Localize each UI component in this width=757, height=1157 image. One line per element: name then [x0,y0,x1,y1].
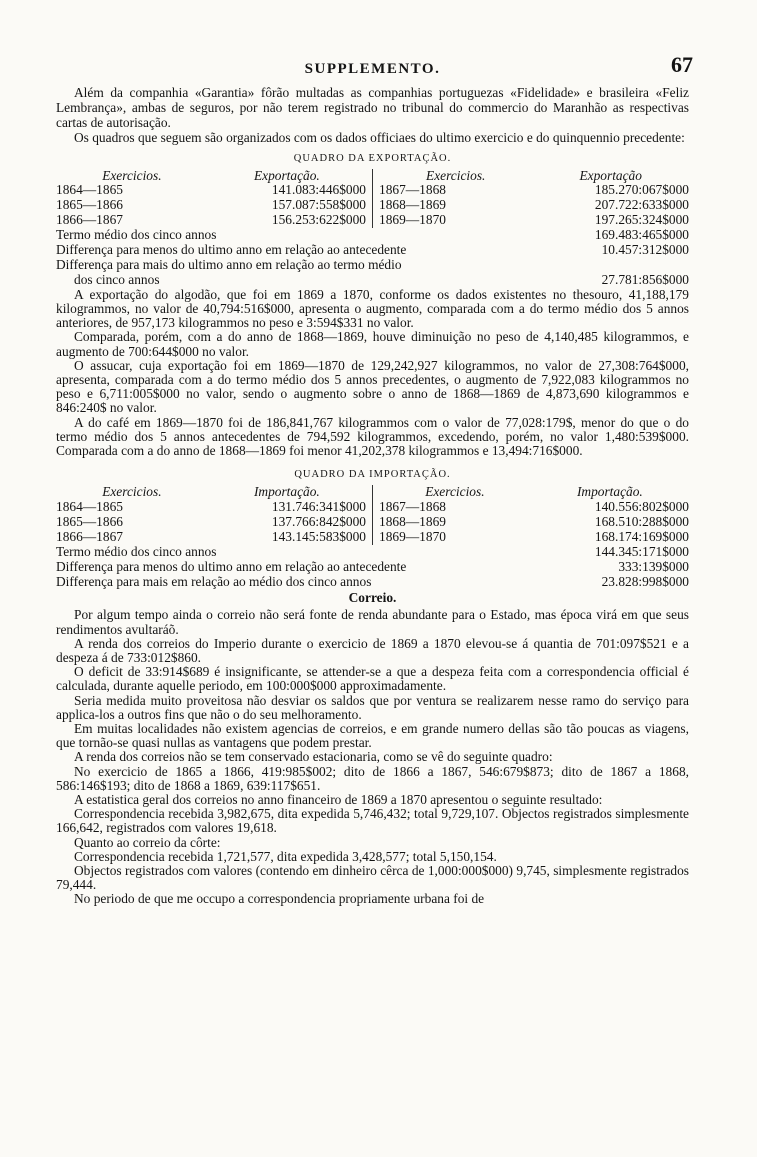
period-cell: 1868—1869 [379,513,446,529]
value-cell: 207.722:633$000 [594,197,689,213]
table-header-row [379,485,689,500]
body-paragraph: A renda dos correios não se tem conservado estacionaria, como se vê do seguinte quadro: [74,749,553,765]
period-cell: 1868—1869 [379,197,446,213]
summary-label: Differença para mais em relação ao médio dos cinco annos [56,574,372,589]
column-header: Exercicios. [102,167,162,183]
value-cell: 157.087:558$000 [271,197,366,213]
value-cell: 168.510:288$000 [594,513,689,529]
table-header-row [379,169,689,184]
table-header-row [56,169,366,184]
section-heading-correio: Correio. [348,590,397,606]
table-row [56,183,366,198]
body-paragraph: Seria medida muito proveitosa não desviar os saldos que por ventura se realizarem nesse ramo do serviço para applica-los a outros fins que não o do seu melhoramento. [56,692,689,722]
table-row [379,198,689,213]
summary-value: 27.781:856$000 [601,271,689,287]
period-cell: 1869—1870 [379,528,446,544]
summary-label: Termo médio dos cinco annos [56,228,217,243]
export-table-right-column [372,169,689,229]
body-paragraph: A renda dos correios do Imperio durante o exercicio de 1869 a 1870 elevou-se á quantia de 701:097$521 e a despeza á de 733:012$860. [56,635,689,665]
period-cell: 1867—1868 [379,182,446,198]
body-paragraph: Por algum tempo ainda o correio não será fonte de renda abundante para o Estado, mas época virá em que seus rendimentos avultaráõ. [56,607,689,637]
page-header [56,52,693,86]
period-cell: 1864—1865 [56,182,123,198]
period-cell: 1866—1867 [56,528,123,544]
body-paragraph: A estatistica geral dos correios no anno financeiro de 1869 a 1870 apresentou o seguinte resultado: [74,792,603,808]
table-row [379,213,689,228]
summary-label: Differença para menos do ultimo anno em relação ao antecedente [56,559,407,574]
export-table-left-column [56,169,372,229]
summary-value: 169.483:465$000 [594,227,689,243]
column-header: Exercicios. [102,484,162,500]
value-cell: 156.253:622$000 [271,212,366,228]
summary-label: Differença para menos do ultimo anno em relação ao antecedente [56,243,407,258]
export-summary-row [56,273,689,288]
summary-value: 10.457:312$000 [601,242,689,258]
column-header: Exercicios. [426,167,486,183]
period-cell: 1867—1868 [379,499,446,515]
page-number: 67 [671,52,693,77]
table-row [56,515,366,530]
table-row [379,515,689,530]
table-row [379,530,689,545]
body-paragraph: O assucar, cuja exportação foi em 1869—1870 de 129,242,927 kilogrammos, no valor de 27,308:764$000, apresenta, comparada com a do termo médio dos 5 annos precedentes, o augmento de 7,922,083 kilogrammos no peso e 6,711:005$000 no valor, sendo o augmento sobre o anno de 1868—1869 de 4,873,690 kilogrammos e 846:240$ no valor. [56,357,689,416]
body-paragraph: Comparada, porém, com a do anno de 1868—1869, houve diminuição no peso de 4,140,485 kilogrammos, e augmento de 700:644$000 no valor. [56,329,689,359]
value-cell: 143.145:583$000 [271,528,366,544]
table-row [56,213,366,228]
column-header: Importação. [253,484,320,500]
export-summary-label-line: Differença para mais do ultimo anno em relação ao termo médio [56,256,402,272]
body-paragraph: Quanto ao correio da côrte: [74,834,221,850]
body-paragraph: No exercicio de 1865 a 1866, 419:985$002; dito de 1866 a 1867, 546:679$873; dito de 1867 a 1868, 586:146$193; dito de 1868 a 1869, 639:117$651. [56,763,689,793]
body-paragraph: A do café em 1869—1870 foi de 186,841,767 kilogrammos com o valor de 77,028:179$, menor do que o do termo médio dos 5 annos antecedentes de 794,592 kilogrammos, excedendo, porém, no valor 1,480:539$000. Comparada com a do anno de 1868—1869 foi menor 41,202,378 kilogrammos e 13,494:716$000. [56,414,689,459]
intro-paragraph: Os quadros que seguem são organizados com os dados officiaes do ultimo exercicio e do quinquennio precedente: [74,129,685,145]
column-header: Exercicios. [425,484,485,500]
table-row [56,198,366,213]
export-summary-row [56,243,689,258]
summary-label: Termo médio dos cinco annos [56,544,217,559]
body-paragraph: O deficit de 33:914$689 é insignificante, se attender-se a que a despeza feita com a correspondencia official é calculada, durante aquelle periodo, em 100:000$000 approximadamente. [56,664,689,694]
period-cell: 1864—1865 [56,499,123,515]
value-cell: 197.265:324$000 [594,212,689,228]
import-table-right-column [372,485,689,545]
period-cell: 1866—1867 [56,212,123,228]
value-cell: 141.083:446$000 [271,182,366,198]
import-table-left-column [56,485,372,545]
import-summary-row [56,575,689,590]
column-header: Exportação [579,167,642,183]
table-header-row [56,485,366,500]
summary-value: 144.345:171$000 [594,543,689,559]
export-table-caption: QUADRO DA EXPORTAÇÃO. [293,152,452,164]
table-row [379,183,689,198]
import-table [56,485,689,545]
table-row [56,500,366,515]
column-header: Importação. [576,484,643,500]
value-cell: 168.174:169$000 [594,528,689,544]
import-summary-row [56,560,689,575]
export-table [56,169,689,229]
period-cell: 1869—1870 [379,212,446,228]
export-text [56,288,689,458]
value-cell: 140.556:802$000 [594,499,689,515]
correio-section [56,608,689,906]
table-row [56,530,366,545]
body-paragraph: Em muitas localidades não existem agencias de correios, e em grande numero dellas são tão poucas as viagens, que tornão-se quasi nullas as vantagens que podem prestar. [56,721,689,751]
import-summary-row [56,545,689,560]
summary-value: 333:139$000 [618,558,689,574]
value-cell: 137.766:842$000 [271,513,366,529]
column-header: Exportação. [253,167,320,183]
running-title: SUPPLEMENTO. [304,61,441,77]
summary-label: dos cinco annos [74,272,160,287]
value-cell: 131.746:341$000 [271,499,366,515]
table-row [379,500,689,515]
import-table-caption: QUADRO DA IMPORTAÇÃO. [294,469,451,481]
body-paragraph: Correspondencia recebida 1,721,577, dita expedida 3,428,577; total 5,150,154. [74,848,497,864]
intro-paragraph: Além da companhia «Garantia» fôrão multadas as companhias portuguezas «Fidelidade» e brasileira «Feliz Lembrança», ambas de seguros, por não terem registrado no tribunal do commercio do Maranhão as respectivas cartas de autorisação. [56,85,689,130]
body-paragraph: A exportação do algodão, que foi em 1869 a 1870, conforme os dados existentes no thesouro, 41,188,179 kilogrammos, no valor de 40,794:516$000, apresenta o augmento, comparada com a do termo médio dos 5 annos anteriores, de 957,173 kilogrammos no peso e 3:594$331 no valor. [56,286,689,331]
period-cell: 1865—1866 [56,197,123,213]
body-paragraph: No periodo de que me occupo a correspondencia propriamente urbana foi de [74,891,485,907]
summary-value: 23.828:998$000 [601,573,689,589]
period-cell: 1865—1866 [56,513,123,529]
value-cell: 185.270:067$000 [594,182,689,198]
export-summary-row [56,228,689,243]
body-paragraph: Correspondencia recebida 3,982,675, dita expedida 5,746,432; total 9,729,107. Objectos registrados simplesmente 166,642, registrados com valores 19,618. [56,806,689,836]
body-paragraph: Objectos registrados com valores (contendo em dinheiro cêrca de 1,000:000$000) 9,745, simplesmente registrados 79,444. [56,863,689,893]
